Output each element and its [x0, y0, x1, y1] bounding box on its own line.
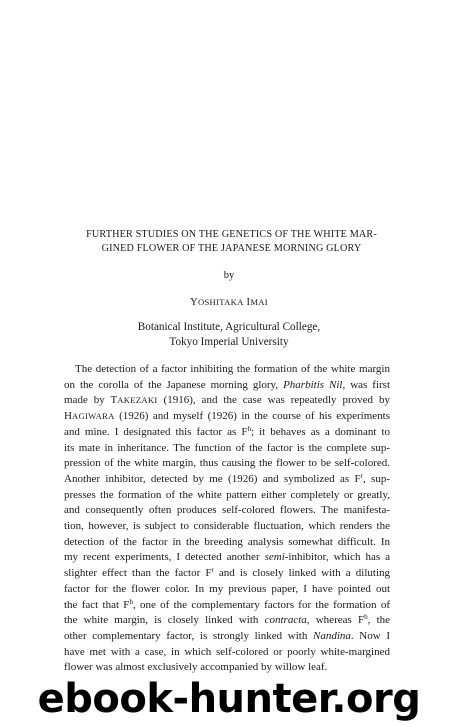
nandina-italic: Nandina — [312, 629, 351, 642]
author-hagiwara — [64, 410, 115, 422]
body-line-16-b: , one of the complementary factors for the formation of — [132, 598, 390, 611]
body-line-18-a: other complementary factor, is strongly linked with — [64, 629, 308, 642]
paper-title — [74, 228, 389, 255]
body-line-17-c: , the — [367, 614, 390, 627]
body-line-2 — [64, 378, 390, 394]
factor-superscript: h — [247, 424, 251, 433]
body-line-19: have met with a case, in which self-colored or poorly white-margined — [64, 645, 390, 658]
author-name — [0, 297, 458, 308]
factor-superscript: b — [364, 613, 368, 622]
hagiwara-initial: H — [64, 410, 72, 423]
body-line-2-end: , was first — [342, 378, 390, 391]
body-line-13 — [64, 550, 390, 566]
body-line-8 — [64, 472, 390, 488]
author-first-initial: Y — [190, 297, 198, 308]
body-line-4 — [64, 409, 390, 425]
body-line-13-a: my recent experiments, I detected another — [64, 551, 260, 564]
hagiwara-rest: AGIWARA — [71, 411, 115, 422]
body-line-18 — [64, 629, 390, 645]
body-line-17 — [64, 613, 390, 629]
body-line-14 — [64, 566, 390, 582]
body-line-5-b: ; it behaves as a dominant to — [250, 425, 390, 438]
body-line-1: The detection of a factor inhibiting the formation of the white margin — [75, 363, 390, 375]
body-line-12: detection of the factor in the breeding analysis somewhat difficult. In — [64, 535, 390, 548]
species-name: Pharbitis Nil — [283, 378, 343, 391]
body-line-13-b: -inhibitor, which has a — [284, 551, 390, 564]
author-last-rest: MAI — [250, 297, 268, 307]
body-line-16 — [64, 598, 390, 614]
body-line-3-a: made by — [64, 394, 105, 407]
body-line-5-a: and mine. I designated this factor as F — [64, 425, 248, 438]
body-line-3-b: (1916), and the case was repeatedly proved by — [163, 394, 390, 407]
author-last-initial: I — [246, 297, 251, 308]
byline-by: by — [223, 270, 235, 281]
body-paragraph — [64, 362, 390, 676]
body-line-20: flower was almost exclusively accompanied by willow leaf. — [64, 661, 328, 674]
affiliation-line-2: Tokyo Imperial University — [169, 335, 289, 348]
body-line-14-a: slighter effect than the factor F — [64, 567, 212, 580]
semi-italic: semi — [264, 551, 285, 564]
body-line-14-b: and is closely linked with a diluting — [218, 567, 390, 580]
contracta-italic: contracta — [264, 614, 307, 627]
title-line-2: GINED FLOWER OF THE JAPANESE MORNING GLORY — [101, 242, 362, 254]
affiliation — [0, 320, 458, 349]
affiliation-line-1: Botanical Institute, Agricultural College, — [137, 321, 321, 333]
body-line-5 — [64, 425, 390, 441]
takezaki-initial: T — [110, 394, 118, 407]
body-line-15: factor for the flower color. In my previous paper, I have pointed out — [64, 582, 390, 595]
body-line-9: presses the formation of the white pattern either completely or greatly, — [64, 488, 390, 501]
body-line-17-b: , whereas F — [306, 614, 365, 627]
watermark: ebook-hunter.org — [37, 676, 421, 722]
factor-superscript: r — [360, 471, 363, 480]
body-line-4-b: (1926) and myself (1926) in the course of his experiments — [119, 410, 390, 423]
body-line-2-text: on the corolla of the Japanese morning glory, — [64, 378, 279, 391]
title-line-1: FURTHER STUDIES ON THE GENETICS OF THE WHITE MAR- — [86, 229, 377, 240]
body-line-11: tion, however, is subject to considerable fluctuation, which renders the — [64, 520, 390, 533]
takezaki-rest: AKEZAKI — [117, 395, 158, 406]
body-line-16-a: the fact that F — [64, 598, 130, 611]
body-line-17-a: the white margin, is closely linked with — [64, 614, 259, 627]
author-first-rest: OSHITAKA — [197, 297, 244, 307]
author-takezaki — [111, 394, 158, 406]
factor-superscript: h — [129, 597, 133, 606]
factor-superscript: r — [211, 566, 214, 575]
body-line-3 — [64, 393, 390, 409]
body-line-8-b: , sup- — [362, 472, 390, 485]
body-line-7: pression of the white margin, thus causing the flower to be self-colored. — [64, 457, 390, 470]
body-line-8-a: Another inhibitor, detected by me (1926) and symbolized as F — [64, 472, 361, 485]
body-line-6: its mate in inheritance. The function of the factor is the complete sup- — [64, 441, 390, 454]
body-line-18-b: . Now I — [350, 629, 390, 642]
body-line-10: and consequently often produces self-colored flowers. The manifesta- — [64, 504, 390, 517]
